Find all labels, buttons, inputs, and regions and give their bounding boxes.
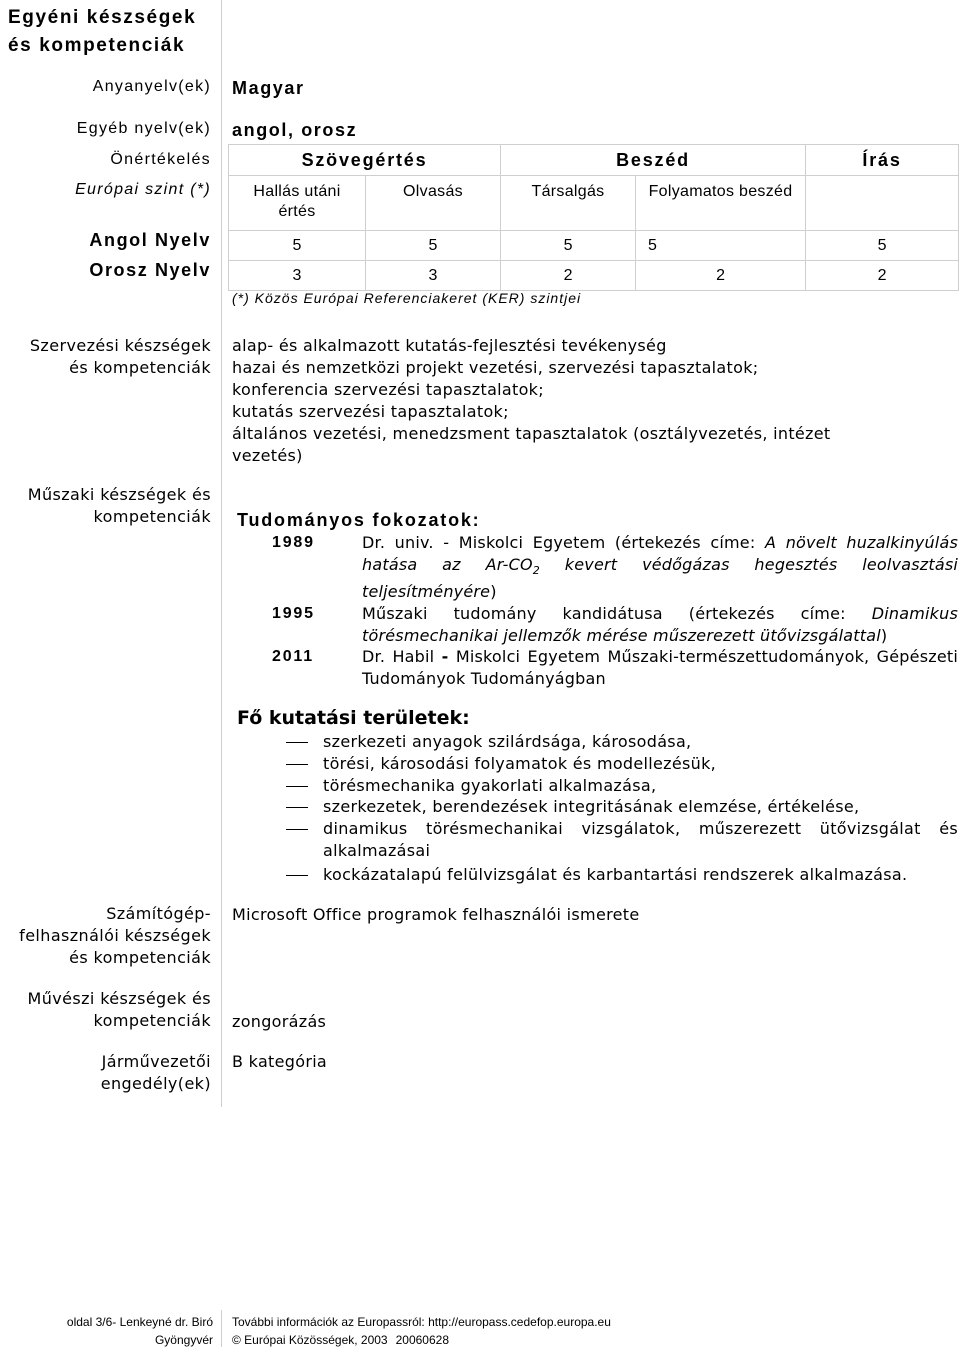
list-item: törési, károsodási folyamatok és modellezésük, xyxy=(232,753,958,775)
group-header: Szövegértés xyxy=(229,145,501,176)
group-header: Beszéd xyxy=(501,145,806,176)
technical-skills-label: Műszaki készségek és kompetenciák xyxy=(27,485,211,526)
dash-bullet-icon xyxy=(286,786,308,787)
research-areas-list xyxy=(232,731,958,886)
table-subheader-row xyxy=(229,176,959,231)
other-languages-value: angol, orosz xyxy=(232,120,358,140)
footer-divider xyxy=(221,1310,222,1347)
degree-entry xyxy=(232,646,958,689)
organisational-skills-list xyxy=(232,335,892,467)
artistic-skills-label: Művészi készségek és kompetenciák xyxy=(27,989,211,1030)
european-level-label: Európai szint (*) xyxy=(75,181,211,198)
degree-text: Dr. Habil - Miskolci Egyetem Műszaki-természettudományok, Gépészeti Tudományok Tudományágban xyxy=(362,647,958,688)
list-item: általános vezetési, menedzsment tapasztalatok (osztályvezetés, intézet vezetés) xyxy=(232,424,831,465)
degree-year: 1995 xyxy=(272,604,315,622)
list-item: kockázatalapú felülvizsgálat és karbantartási rendszerek alkalmazása. xyxy=(232,864,958,886)
footer-copyright: © Európai Közösségek, 2003 20060628 xyxy=(232,1333,449,1347)
footer-page-info: oldal 3/6- Lenkeyné dr. Biró Gyöngyvér xyxy=(66,1315,213,1347)
section-title: Egyéni készségek és kompetenciák xyxy=(8,7,197,56)
self-assessment-label: Önértékelés xyxy=(110,151,211,168)
driving-licence-value: B kategória xyxy=(232,1052,328,1071)
footer-info xyxy=(232,1313,611,1349)
language-level-table xyxy=(228,144,959,291)
skill-header: Hallás utáni értés xyxy=(229,176,366,231)
table-header-row xyxy=(229,145,959,176)
list-item: kutatás szervezési tapasztalatok; xyxy=(232,402,509,421)
level-cell: 3 xyxy=(229,261,366,291)
degree-entry xyxy=(232,603,958,646)
level-cell: 3 xyxy=(366,261,501,291)
computer-skills-label: Számítógép- felhasználói készségek és kompetenciák xyxy=(19,904,211,967)
table-row xyxy=(229,231,959,261)
skill-header-empty xyxy=(806,176,959,231)
list-item: alap- és alkalmazott kutatás-fejlesztési tevékenység xyxy=(232,336,667,355)
level-cell: 5 xyxy=(806,231,959,261)
list-item: dinamikus törésmechanikai vizsgálatok, műszerezett ütővizsgálat és alkalmazásai xyxy=(232,818,958,862)
level-cell: 5 xyxy=(636,231,806,261)
level-cell: 5 xyxy=(229,231,366,261)
mother-tongue-label: Anyanyelv(ek) xyxy=(92,78,211,95)
degrees-heading: Tudományos fokozatok: xyxy=(237,510,481,530)
computer-skills-value: Microsoft Office programok felhasználói ismerete xyxy=(232,905,640,924)
level-cell: 2 xyxy=(806,261,959,291)
list-item: szerkezeti anyagok szilárdsága, károsodása, xyxy=(232,731,958,753)
degree-text: Műszaki tudomány kandidátusa (értekezés címe: Dinamikus törésmechanikai jellemzők mérése műszerezett ütővizsgálattal) xyxy=(362,603,958,645)
dash-bullet-icon xyxy=(286,764,308,765)
dash-bullet-icon xyxy=(286,807,308,808)
organisational-skills-label: Szervezési készségek és kompetenciák xyxy=(29,336,211,377)
level-cell: 5 xyxy=(366,231,501,261)
level-cell: 2 xyxy=(501,261,636,291)
footer-europass-link[interactable]: További információk az Europassról: http://europass.cedefop.europa.eu xyxy=(232,1315,611,1329)
dash-bullet-icon xyxy=(286,875,308,876)
artistic-skills-value: zongorázás xyxy=(232,1012,327,1031)
degree-year: 2011 xyxy=(272,648,314,666)
list-item: szerkezetek, berendezések integritásának elemzése, értékelése, xyxy=(232,796,958,818)
skill-header: Olvasás xyxy=(366,176,501,231)
table-row xyxy=(229,261,959,291)
dash-bullet-icon xyxy=(286,829,308,830)
dash-bullet-icon xyxy=(286,742,308,743)
degree-text: Dr. univ. - Miskolci Egyetem (értekezés címe: A növelt huzalkinyúlás hatása az $Ar-CO_2$ kevert védőgázas hegesztés leolvasztási teljesítményére) xyxy=(362,533,959,602)
degrees-list xyxy=(232,532,958,689)
research-heading: Fő kutatási területek: xyxy=(237,707,470,729)
column-divider xyxy=(221,0,222,1107)
list-item: konferencia szervezési tapasztalatok; xyxy=(232,380,544,399)
level-footnote: (*) Közös Európai Referenciakeret (KER) szintjei xyxy=(232,290,582,306)
language-row-label: Orosz Nyelv xyxy=(89,260,211,280)
other-languages-label: Egyéb nyelv(ek) xyxy=(76,120,211,137)
group-header: Írás xyxy=(806,145,959,176)
skill-header: Társalgás xyxy=(501,176,636,231)
mother-tongue-value: Magyar xyxy=(232,78,305,98)
driving-licence-label: Járművezetői engedély(ek) xyxy=(100,1052,211,1093)
level-cell: 2 xyxy=(636,261,806,291)
list-item: törésmechanika gyakorlati alkalmazása, xyxy=(232,775,958,797)
degree-year: 1989 xyxy=(272,534,315,551)
degree-entry xyxy=(232,532,958,603)
language-row-label: Angol Nyelv xyxy=(89,230,211,250)
level-cell: 5 xyxy=(501,231,636,261)
list-item: hazai és nemzetközi projekt vezetési, szervezési tapasztalatok; xyxy=(232,358,759,377)
skill-header: Folyamatos beszéd xyxy=(636,176,806,231)
